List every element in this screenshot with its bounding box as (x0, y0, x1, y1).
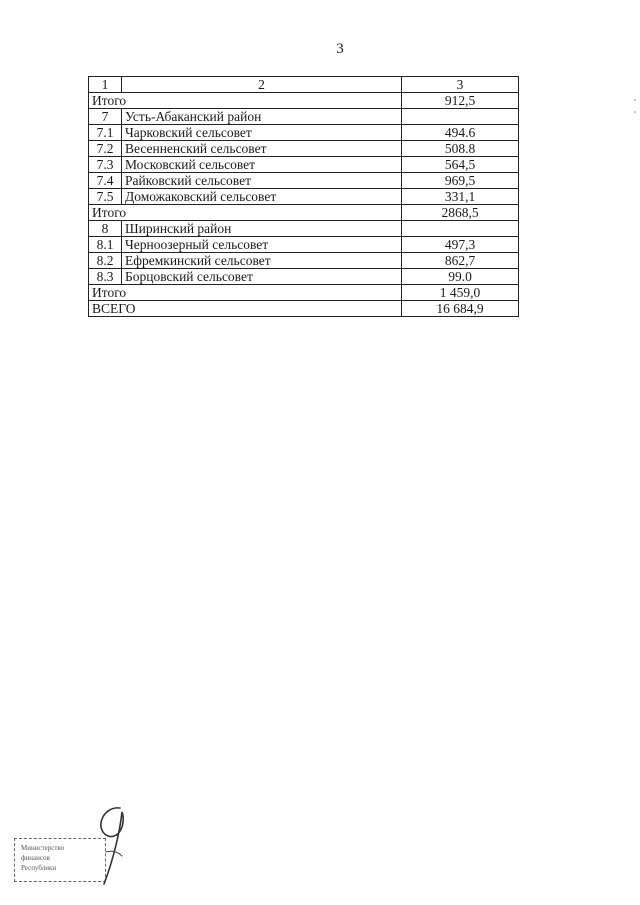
table-district-row (89, 109, 519, 125)
table-row (89, 173, 519, 189)
municipality-name: Ефремкинский сельсовет (122, 253, 402, 269)
amount-value: 99.0 (402, 269, 519, 285)
header-col-3: 3 (402, 77, 519, 93)
table-total-row (89, 285, 519, 301)
table-row (89, 189, 519, 205)
row-number: 7.3 (89, 157, 122, 173)
row-number: 8.3 (89, 269, 122, 285)
district-name: Ширинский район (122, 221, 402, 237)
stamp-line: Министерство (21, 844, 65, 852)
table-row (89, 125, 519, 141)
row-number: 8.2 (89, 253, 122, 269)
amount-value (402, 221, 519, 237)
total-value: 2868,5 (402, 205, 519, 221)
table-row (89, 157, 519, 173)
header-col-1: 1 (89, 77, 122, 93)
header-col-2: 2 (122, 77, 402, 93)
table-row (89, 237, 519, 253)
table-district-row (89, 221, 519, 237)
amount-value: 969,5 (402, 173, 519, 189)
table-row (89, 141, 519, 157)
municipality-name: Московский сельсовет (122, 157, 402, 173)
amount-value: 564,5 (402, 157, 519, 173)
municipality-name: Борцовский сельсовет (122, 269, 402, 285)
table-total-row (89, 301, 519, 317)
row-number: 7.5 (89, 189, 122, 205)
scan-edge-marks (632, 76, 638, 136)
budget-table-body (89, 77, 519, 317)
amount-value: 862,7 (402, 253, 519, 269)
amount-value (402, 109, 519, 125)
stamp-line: финансов (21, 854, 50, 862)
municipality-name: Весенненский сельсовет (122, 141, 402, 157)
district-name: Усть-Абаканский район (122, 109, 402, 125)
total-value: 912,5 (402, 93, 519, 109)
table-header-row (89, 77, 519, 93)
stamp-line: Республики (21, 864, 57, 872)
total-label: Итого (89, 285, 402, 301)
municipality-name: Доможаковский сельсовет (122, 189, 402, 205)
table-row (89, 269, 519, 285)
total-value: 1 459,0 (402, 285, 519, 301)
row-number: 8.1 (89, 237, 122, 253)
amount-value: 494.6 (402, 125, 519, 141)
municipality-name: Чарковский сельсовет (122, 125, 402, 141)
amount-value: 508.8 (402, 141, 519, 157)
amount-value: 331,1 (402, 189, 519, 205)
amount-value: 497,3 (402, 237, 519, 253)
page-number: 3 (336, 41, 344, 57)
row-number: 8 (89, 221, 122, 237)
total-label: ВСЕГО (89, 301, 402, 317)
table-row (89, 253, 519, 269)
row-number: 7.2 (89, 141, 122, 157)
budget-table (88, 76, 519, 317)
total-value: 16 684,9 (402, 301, 519, 317)
row-number: 7.4 (89, 173, 122, 189)
municipality-name: Райковский сельсовет (122, 173, 402, 189)
total-label: Итого (89, 205, 402, 221)
row-number: 7 (89, 109, 122, 125)
table-total-row (89, 93, 519, 109)
row-number: 7.1 (89, 125, 122, 141)
municipality-name: Черноозерный сельсовет (122, 237, 402, 253)
total-label: Итого (89, 93, 402, 109)
handwritten-signature (80, 800, 140, 890)
table-total-row (89, 205, 519, 221)
